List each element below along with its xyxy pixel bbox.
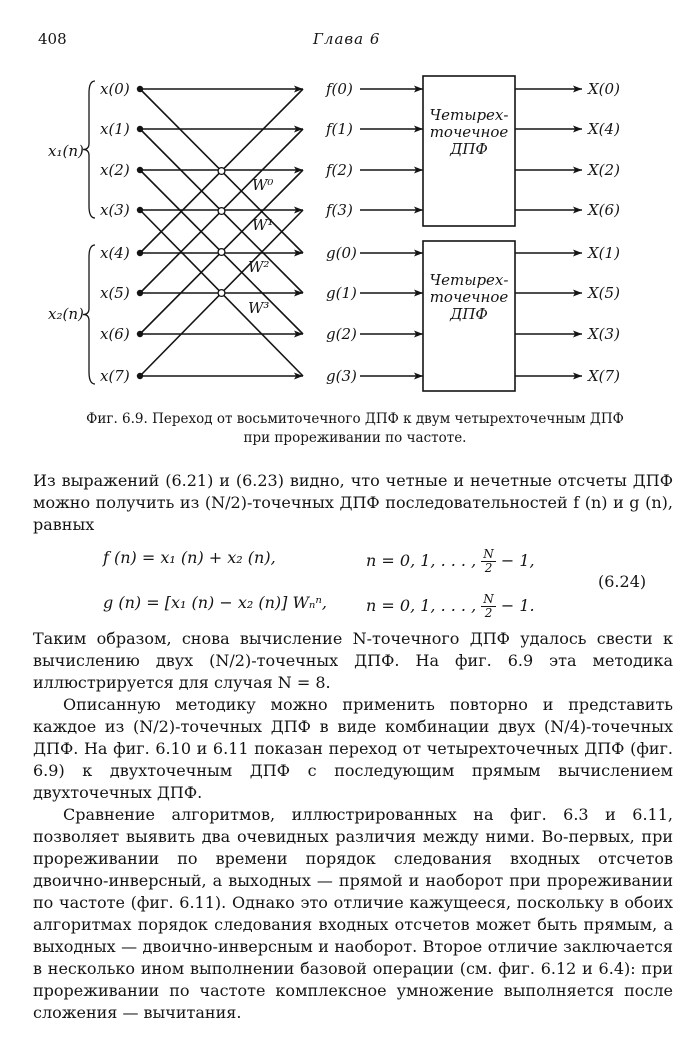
eq1-lhs: f (n) = x₁ (n) + x₂ (n), [103,548,276,567]
intro-paragraph: Из выражений (6.21) и (6.23) видно, что четные и нечетные отсчеты ДПФ можно получить из (N/2)-точечных ДПФ последовательностей f (n) и g (n), равных [33,471,673,534]
output-label: X(7) [588,367,620,385]
fg-label: g(3) [326,367,357,385]
equation-number: (6.24) [598,572,647,591]
eq2-frac-den: 2 [484,606,493,620]
input-label: x(0) [100,80,130,98]
intro-paragraph-block [33,470,673,536]
dft-box-label: Четырех- [429,271,509,289]
eq1-frac-num: N [483,547,494,561]
eq1-fraction [481,548,496,575]
fg-label: f(3) [326,201,353,219]
dft-box-label: точечное [429,123,509,141]
eq2-tail: − 1. [500,596,535,615]
dft-box-label: ДПФ [450,140,488,158]
fg-label: g(2) [326,325,357,343]
output-label: X(1) [588,244,620,262]
twiddle-label: W² [248,258,270,276]
eq1-rhs [366,548,535,575]
eq2-range: n = 0, 1, . . . , [366,596,477,615]
figure-caption [60,410,650,448]
fg-label: g(1) [326,284,357,302]
butterfly-diagram [0,60,700,400]
input-label: x(6) [100,325,130,343]
twiddle-label: W¹ [252,216,274,234]
eq2-lhs: g (n) = [x₁ (n) − x₂ (n)] Wₙⁿ, [103,593,327,612]
fg-label: g(0) [326,244,357,262]
input-label: x(1) [100,120,130,138]
page-header [0,30,700,54]
chapter-title: Глава 6 [313,30,381,48]
eq1-tail: − 1, [500,551,535,570]
paragraph-1: Таким образом, снова вычисление N-точечного ДПФ удалось свести к вычислению двух (N/2)-точечных ДПФ. На фиг. 6.9 эта методика иллюстрируется для случая N = 8. [33,629,673,692]
caption-line-2: при прореживании по частоте. [243,430,467,446]
group-label-x2: x₂(n) [48,305,84,323]
butterfly-figure [0,60,700,400]
eq2-frac-num: N [483,592,494,606]
paragraph-2: Описанную методику можно применить повторно и представить каждое из (N/2)-точечных ДПФ в виде комбинации двух (N/4)-точечных ДПФ. На фиг. 6.10 и 6.11 показан переход от четырехточечных ДПФ (фиг. 6.9) к двухточечным ДПФ с последующим прямым вычислением двухточечных ДПФ. [33,695,673,802]
output-label: X(6) [588,201,620,219]
eq1-frac-den: 2 [484,561,493,575]
input-label: x(3) [100,201,130,219]
input-label: x(7) [100,367,130,385]
caption-line-1: Фиг. 6.9. Переход от восьмиточечного ДПФ к двум четырехточечным ДПФ [86,411,624,427]
output-label: X(4) [588,120,620,138]
fg-label: f(0) [326,80,353,98]
crossing-node [218,168,225,175]
body-text [33,628,673,1024]
output-label: X(5) [588,284,620,302]
eq2-rhs [366,593,535,620]
group-label-x1: x₁(n) [48,142,84,160]
dft-box-label: ДПФ [450,305,488,323]
dft-box-label: точечное [429,288,509,306]
output-label: X(2) [588,161,620,179]
input-label: x(2) [100,161,130,179]
input-label: x(5) [100,284,130,302]
eq2-fraction [481,593,496,620]
brace-x1 [83,81,95,218]
output-label: X(0) [588,80,620,98]
page-number: 408 [38,30,67,48]
eq1-range: n = 0, 1, . . . , [366,551,477,570]
equation-6-24 [33,545,673,623]
output-label: X(3) [588,325,620,343]
crossing-node [218,249,225,256]
brace-x2 [83,245,95,384]
paragraph-3: Сравнение алгоритмов, иллюстрированных на фиг. 6.3 и 6.11, позволяет выявить два очевидных различия между ними. Во-первых, при прореживании по времени порядок следования входных отсчетов двоично-инверсный, а выходных — прямой и наоборот при прореживании по частоте (фиг. 6.11). Однако это отличие кажущееся, поскольку в обоих алгоритмах порядок следования входных отсчетов может быть прямым, а выходных — двоично-инверсным и наоборот. Второе отличие заключается в несколько ином выполнении базовой операции (см. фиг. 6.12 и 6.4): при прореживании по частоте комплексное умножение выполняется после сложения — вычитания. [33,805,673,1022]
fg-label: f(2) [326,161,353,179]
fg-label: f(1) [326,120,353,138]
input-label: x(4) [100,244,130,262]
twiddle-label: W⁰ [252,176,274,194]
twiddle-label: W³ [248,299,270,317]
dft-box-label: Четырех- [429,106,509,124]
crossing-node [218,290,225,297]
crossing-node [218,208,225,215]
